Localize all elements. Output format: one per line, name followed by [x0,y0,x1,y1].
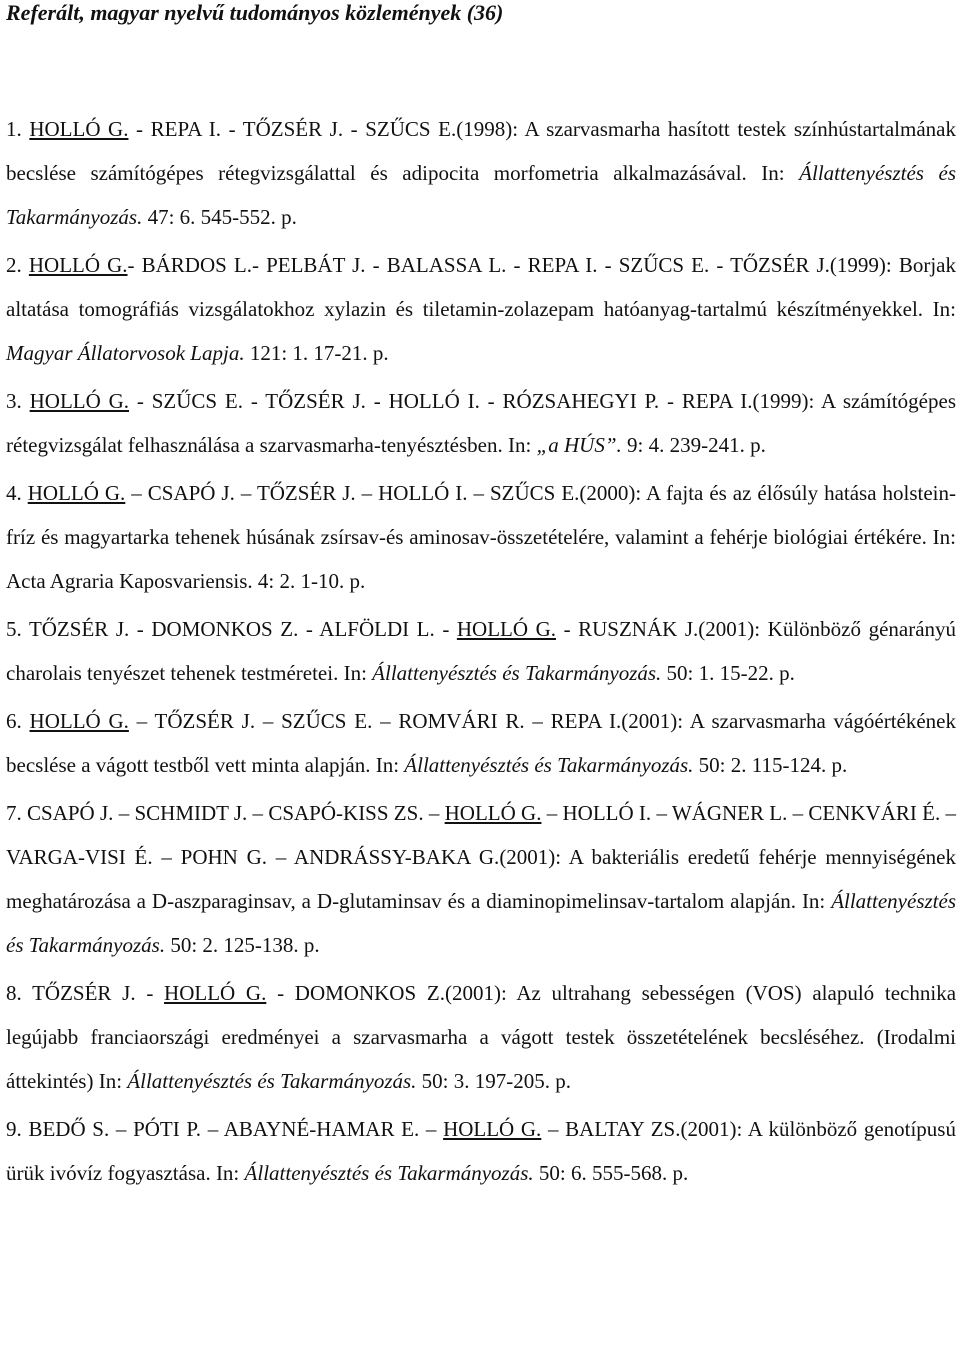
reference-title: A szarvasmarha hasított testek színhústartalmának becslése számítógépes rétegvizsgálattal és adipocita morfometria alkalmazásával. In: [6,117,956,185]
reference-year: (2001): [680,1117,743,1141]
reference-journal: Állattenyésztés és Takarmányozás. [244,1161,534,1185]
reference-year: (2001): [698,617,761,641]
reference-pages: 4: 2. 1-10. p. [252,569,366,593]
reference-author-highlight: HOLLÓ G. [28,253,128,277]
reference-year: (1999): [829,253,892,277]
reference-title: Különböző génarányú charolais tenyészet tehenek testméretei. In: [6,617,957,685]
reference-pages: 9: 4. 239-241. p. [621,433,766,457]
reference-title: A számítógépes rétegvizsgálat felhasználása a szarvasmarha-tenyésztésben. In: [6,389,957,457]
reference-journal: Állattenyésztés és Takarmányozás. [6,161,956,229]
reference-year: (2001): [444,981,507,1005]
reference-number: 9. [6,1117,29,1141]
reference-pages: 47: 6. 545-552. p. [142,205,297,229]
reference-item [6,699,956,787]
reference-journal: Állattenyésztés és Takarmányozás. [372,661,662,685]
reference-number: 7. [6,801,28,825]
page-title: Referált, magyar nyelvű tudományos közlemények (36) [6,0,504,25]
reference-authors: - RUSZNÁK J. [556,617,699,641]
reference-author-highlight: HOLLÓ G. [164,981,267,1005]
reference-authors: TŐZSÉR J. - [32,981,165,1005]
reference-title: A különböző genotípusú ürük ivóvíz fogyasztása. In: [6,1117,956,1185]
reference-author-highlight: HOLLÓ G. [29,117,129,141]
reference-author-highlight: HOLLÓ G. [29,709,129,733]
reference-authors: – TŐZSÉR J. – SZŰCS E. – ROMVÁRI R. – REPA I. [128,709,622,733]
reference-authors: - BÁRDOS L.- PELBÁT J. - BALASSA L. - REPA I. - SZŰCS E. - TŐZSÉR J. [127,253,830,277]
reference-pages: 121: 1. 17-21. p. [244,341,389,365]
reference-number: 1. [6,117,30,141]
reference-journal: Magyar Állatorvosok Lapja. [6,341,245,365]
reference-authors: - DOMONKOS Z. [266,981,445,1005]
reference-item [6,243,956,375]
reference-year: (2001): [621,709,684,733]
reference-authors: BEDŐ S. – PÓTI P. – ABAYNÉ-HAMAR E. – [28,1117,444,1141]
reference-item [6,791,956,967]
reference-pages: 50: 2. 115-124. p. [693,753,848,777]
reference-number: 6. [6,709,30,733]
reference-pages: 50: 1. 15-22. p. [661,661,795,685]
reference-author-highlight: HOLLÓ G. [444,801,542,825]
reference-pages: 50: 3. 197-205. p. [416,1069,571,1093]
reference-journal: Állattenyésztés és Takarmányozás. [6,889,956,957]
reference-title: Az ultrahang sebességen (VOS) alapuló technika legújabb franciaországi eredményei a szarvasmarha a vágott testek összetételének becsléséhez. (Irodalmi áttekintés) In: [6,981,957,1093]
reference-journal: Állattenyésztés és Takarmányozás. [404,753,694,777]
reference-author-highlight: HOLLÓ G. [456,617,557,641]
reference-item [6,107,956,239]
reference-title: A fajta és az élősúly hatása holstein-fríz és magyartarka tehenek húsának zsírsav-és aminosav-összetételére, valamint a fehérje biológiai értékére. In: Acta Agraria Kaposvariensis. [6,481,957,593]
reference-year: (2000): [579,481,642,505]
reference-authors: TŐZSÉR J. - DOMONKOS Z. - ALFÖLDI L. - [28,617,457,641]
reference-title: A szarvasmarha vágóértékének becslése a vágott testből vett minta alapján. In: [6,709,956,777]
reference-authors: - SZŰCS E. - TŐZSÉR J. - HOLLÓ I. - RÓZSAHEGYI P. - REPA I. [129,389,753,413]
reference-number: 8. [6,981,33,1005]
reference-item [6,379,956,467]
reference-number: 2. [6,253,29,277]
reference-year: (1999): [752,389,815,413]
reference-pages: 50: 6. 555-568. p. [533,1161,689,1185]
reference-item [6,607,956,695]
reference-number: 4. [6,481,28,505]
reference-authors: – CSAPÓ J. – TŐZSÉR J. – HOLLÓ I. – SZŰCS E. [125,481,580,505]
reference-item [6,471,956,603]
reference-year: (1998): [456,117,519,141]
reference-item [6,971,956,1103]
reference-authors: CSAPÓ J. – SCHMIDT J. – CSAPÓ-KISS ZS. – [27,801,445,825]
reference-title: A bakteriális eredetű fehérje mennyiségének meghatározása a D-aszparaginsav, a D-glutaminsav és a diaminopimelinsav-tartalom alapján. In: [6,845,956,913]
reference-title: Borjak altatása tomográfiás vizsgálatokhoz xylazin és tiletamin-zolazepam hatóanyag-tartalmú készítményekkel. In: [6,253,957,321]
reference-list [6,107,956,1195]
reference-number: 3. [6,389,30,413]
reference-author-highlight: HOLLÓ G. [443,1117,542,1141]
reference-journal: „a HÚS”. [536,433,622,457]
reference-authors: - REPA I. - TŐZSÉR J. - SZŰCS E. [128,117,457,141]
reference-authors: – HOLLÓ I. – WÁGNER L. – CENKVÁRI É. – VARGA-VISI É. – POHN G. – ANDRÁSSY-BAKA G. [6,801,957,869]
reference-journal: Állattenyésztés és Takarmányozás. [127,1069,417,1093]
reference-pages: 50: 2. 125-138. p. [165,933,320,957]
reference-authors: – BALTAY ZS. [541,1117,681,1141]
reference-number: 5. [6,617,29,641]
reference-item [6,1107,956,1195]
reference-author-highlight: HOLLÓ G. [27,481,126,505]
reference-author-highlight: HOLLÓ G. [29,389,130,413]
reference-year: (2001): [499,845,562,869]
